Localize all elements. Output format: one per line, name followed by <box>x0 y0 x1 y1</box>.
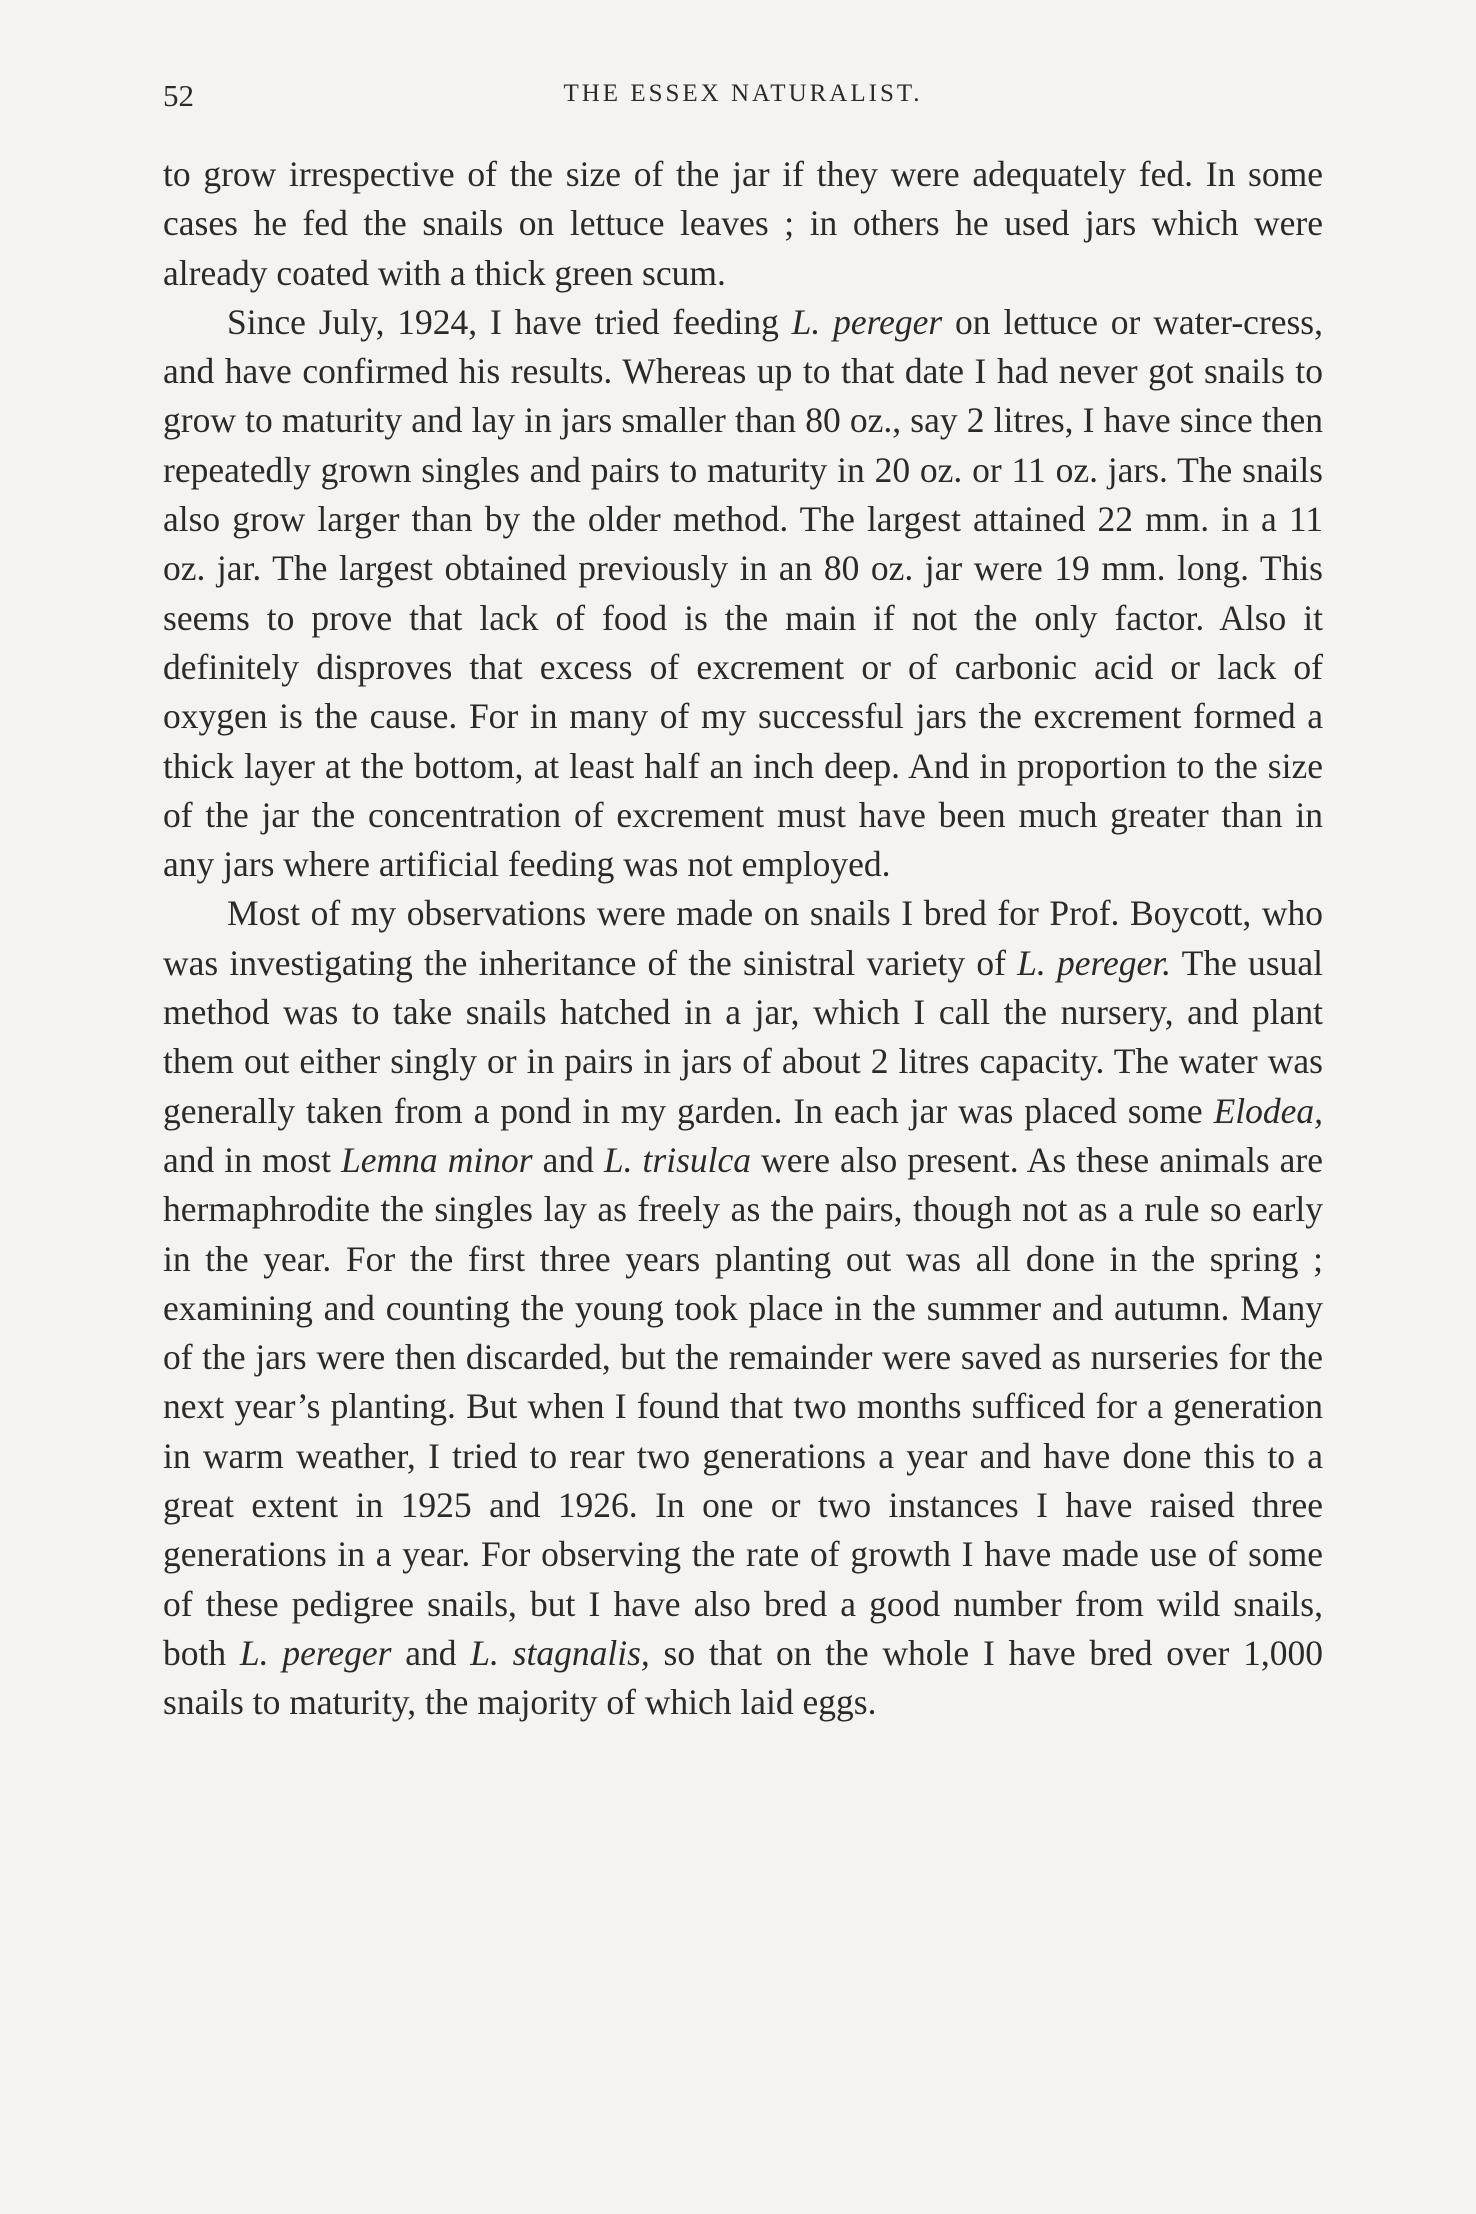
italic-taxon-name: Elodea, <box>1213 1090 1323 1131</box>
italic-taxon-name: L. pereger. <box>1017 942 1172 983</box>
text-run: and <box>532 1139 604 1180</box>
text-run: and <box>391 1632 471 1673</box>
paragraph <box>163 889 1323 1727</box>
page-number: 52 <box>163 78 194 113</box>
text-run: so that on the whole I have bred over 1,000 snails to maturity, the majority of which laid eggs. <box>163 1632 1323 1723</box>
text-run: The usual method was to take snails hatched in a jar, which I call the nursery, and plant them out either singly or in pairs in jars of about 2 litres capacity. The water was generally taken from a pond in my garden. In each jar was placed some <box>163 942 1323 1131</box>
italic-taxon-name: Lemna minor <box>341 1139 533 1180</box>
paragraph <box>163 150 1323 298</box>
text-run: were also present. As these animals are hermaphrodite the singles lay as freely as the pairs, though not as a rule so early in the year. For the first three years planting out was all done in the spring ; examining and counting the young took place in the summer and autumn. Many of the jars were then discarded, but the remainder were saved as nurseries for the next year’s planting. But when I found that two months sufficed for a generation in warm weather, I tried to rear two generations a year and have done this to a great extent in 1925 and 1926. In one or two instances I have raised three generations in a year. For observing the rate of growth I have made use of some of these pedigree snails, but I have also bred a good number from wild snails, both <box>163 1139 1324 1673</box>
running-head <box>163 78 1323 118</box>
text-run: to grow irrespective of the size of the jar if they were adequately fed. In some cases he fed the snails on lettuce leaves ; in others he used jars which were already coated with a thick green scum. <box>163 154 1323 293</box>
text-run: on lettuce or water-cress, and have confirmed his results. Whereas up to that date I had never got snails to grow to maturity and lay in jars smaller than 80 oz., say 2 litres, I have since then repeatedly grown singles and pairs to maturity in 20 oz. or 11 oz. jars. The snails also grow larger than by the older method. The largest attained 22 mm. in a 11 oz. jar. The largest obtained previously in an 80 oz. jar were 19 mm. long. This seems to prove that lack of food is the main if not the only factor. Also it definitely disproves that excess of excrement or of carbonic acid or lack of oxygen is the cause. For in many of my successful jars the excrement formed a thick layer at the bottom, at least half an inch deep. And in proportion to the size of the jar the concentration of excrement must have been much greater than in any jars where artificial feeding was not employed. <box>163 301 1323 885</box>
paragraph <box>163 298 1323 890</box>
body-text <box>163 150 1323 1728</box>
italic-taxon-name: L. pereger <box>791 301 943 342</box>
italic-taxon-name: L. stagnalis, <box>470 1632 650 1673</box>
text-run: Most of my observations were made on snails I bred for Prof. Boycott, who was investigating the inheritance of the sinistral variety of <box>163 893 1323 983</box>
text-run: and in most <box>163 1139 342 1180</box>
italic-taxon-name: L. pereger <box>239 1632 392 1673</box>
italic-taxon-name: L. trisulca <box>603 1139 752 1180</box>
text-run: Since July, 1924, I have tried feeding <box>227 301 792 342</box>
journal-title: THE ESSEX NATURALIST. <box>563 80 923 107</box>
